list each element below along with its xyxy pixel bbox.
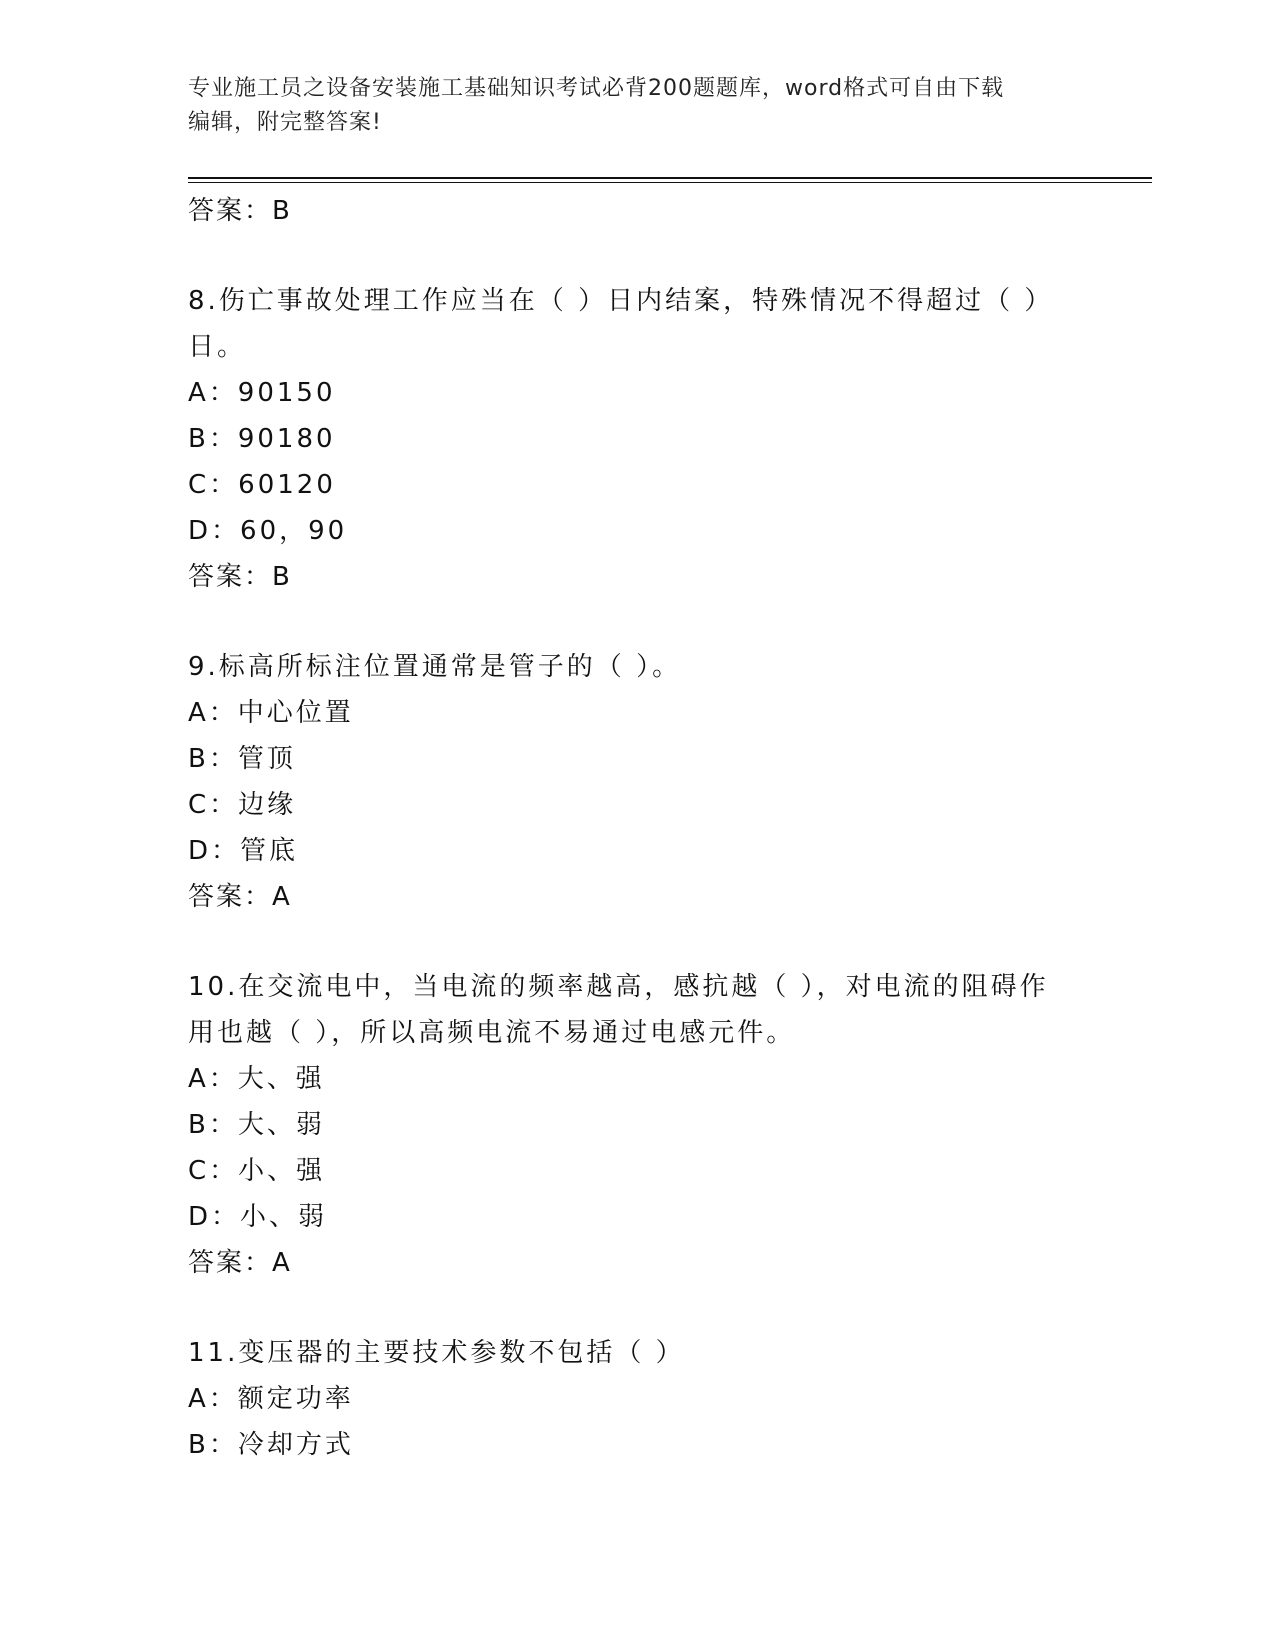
question-11 [188,1330,1148,1468]
header-title-line-2: 编辑，附完整答案! [188,110,382,135]
document-header [188,72,1088,140]
option-b: B：大、弱 [188,1110,325,1140]
question-stem: 10.在交流电中，当电流的频率越高，感抗越（ ），对电流的阻碍作 [188,972,1049,1002]
answer-line: 答案：A [188,1248,292,1278]
option-a: A：中心位置 [188,698,354,728]
option-c: C：边缘 [188,790,297,820]
document-page [188,0,1148,1650]
question-10 [188,964,1148,1286]
header-title-line-1: 专业施工员之设备安装施工基础知识考试必背200题题库，word格式可自由下载 [188,76,1005,101]
spacer [188,234,1148,278]
option-b: B：90180 [188,424,336,454]
option-b: B：冷却方式 [188,1430,354,1460]
spacer [188,1286,1148,1330]
option-a: A：额定功率 [188,1384,354,1414]
question-stem-continued: 日。 [188,332,247,362]
option-c: C：小、强 [188,1156,326,1186]
option-d: D：管底 [188,836,299,866]
question-stem: 9.标高所标注位置通常是管子的（ ）。 [188,652,682,682]
answer-line: 答案：A [188,882,292,912]
question-list [188,188,1148,1468]
header-divider [188,177,1152,183]
question-9 [188,644,1148,920]
answer-line: 答案：B [188,562,292,592]
option-a: A：90150 [188,378,336,408]
question-8 [188,278,1148,600]
option-d: D：60，90 [188,516,348,546]
answer-line: 答案：B [188,196,292,226]
option-b: B：管顶 [188,744,296,774]
question-stem-continued: 用也越（ ），所以高频电流不易通过电感元件。 [188,1018,796,1048]
option-d: D：小、弱 [188,1202,328,1232]
option-c: C：60120 [188,470,336,500]
spacer [188,920,1148,964]
option-a: A：大、强 [188,1064,325,1094]
question-stem: 11.变压器的主要技术参数不包括（ ） [188,1338,685,1368]
spacer [188,600,1148,644]
question-stem: 8.伤亡事故处理工作应当在（ ）日内结案，特殊情况不得超过（ ） [188,286,1054,316]
